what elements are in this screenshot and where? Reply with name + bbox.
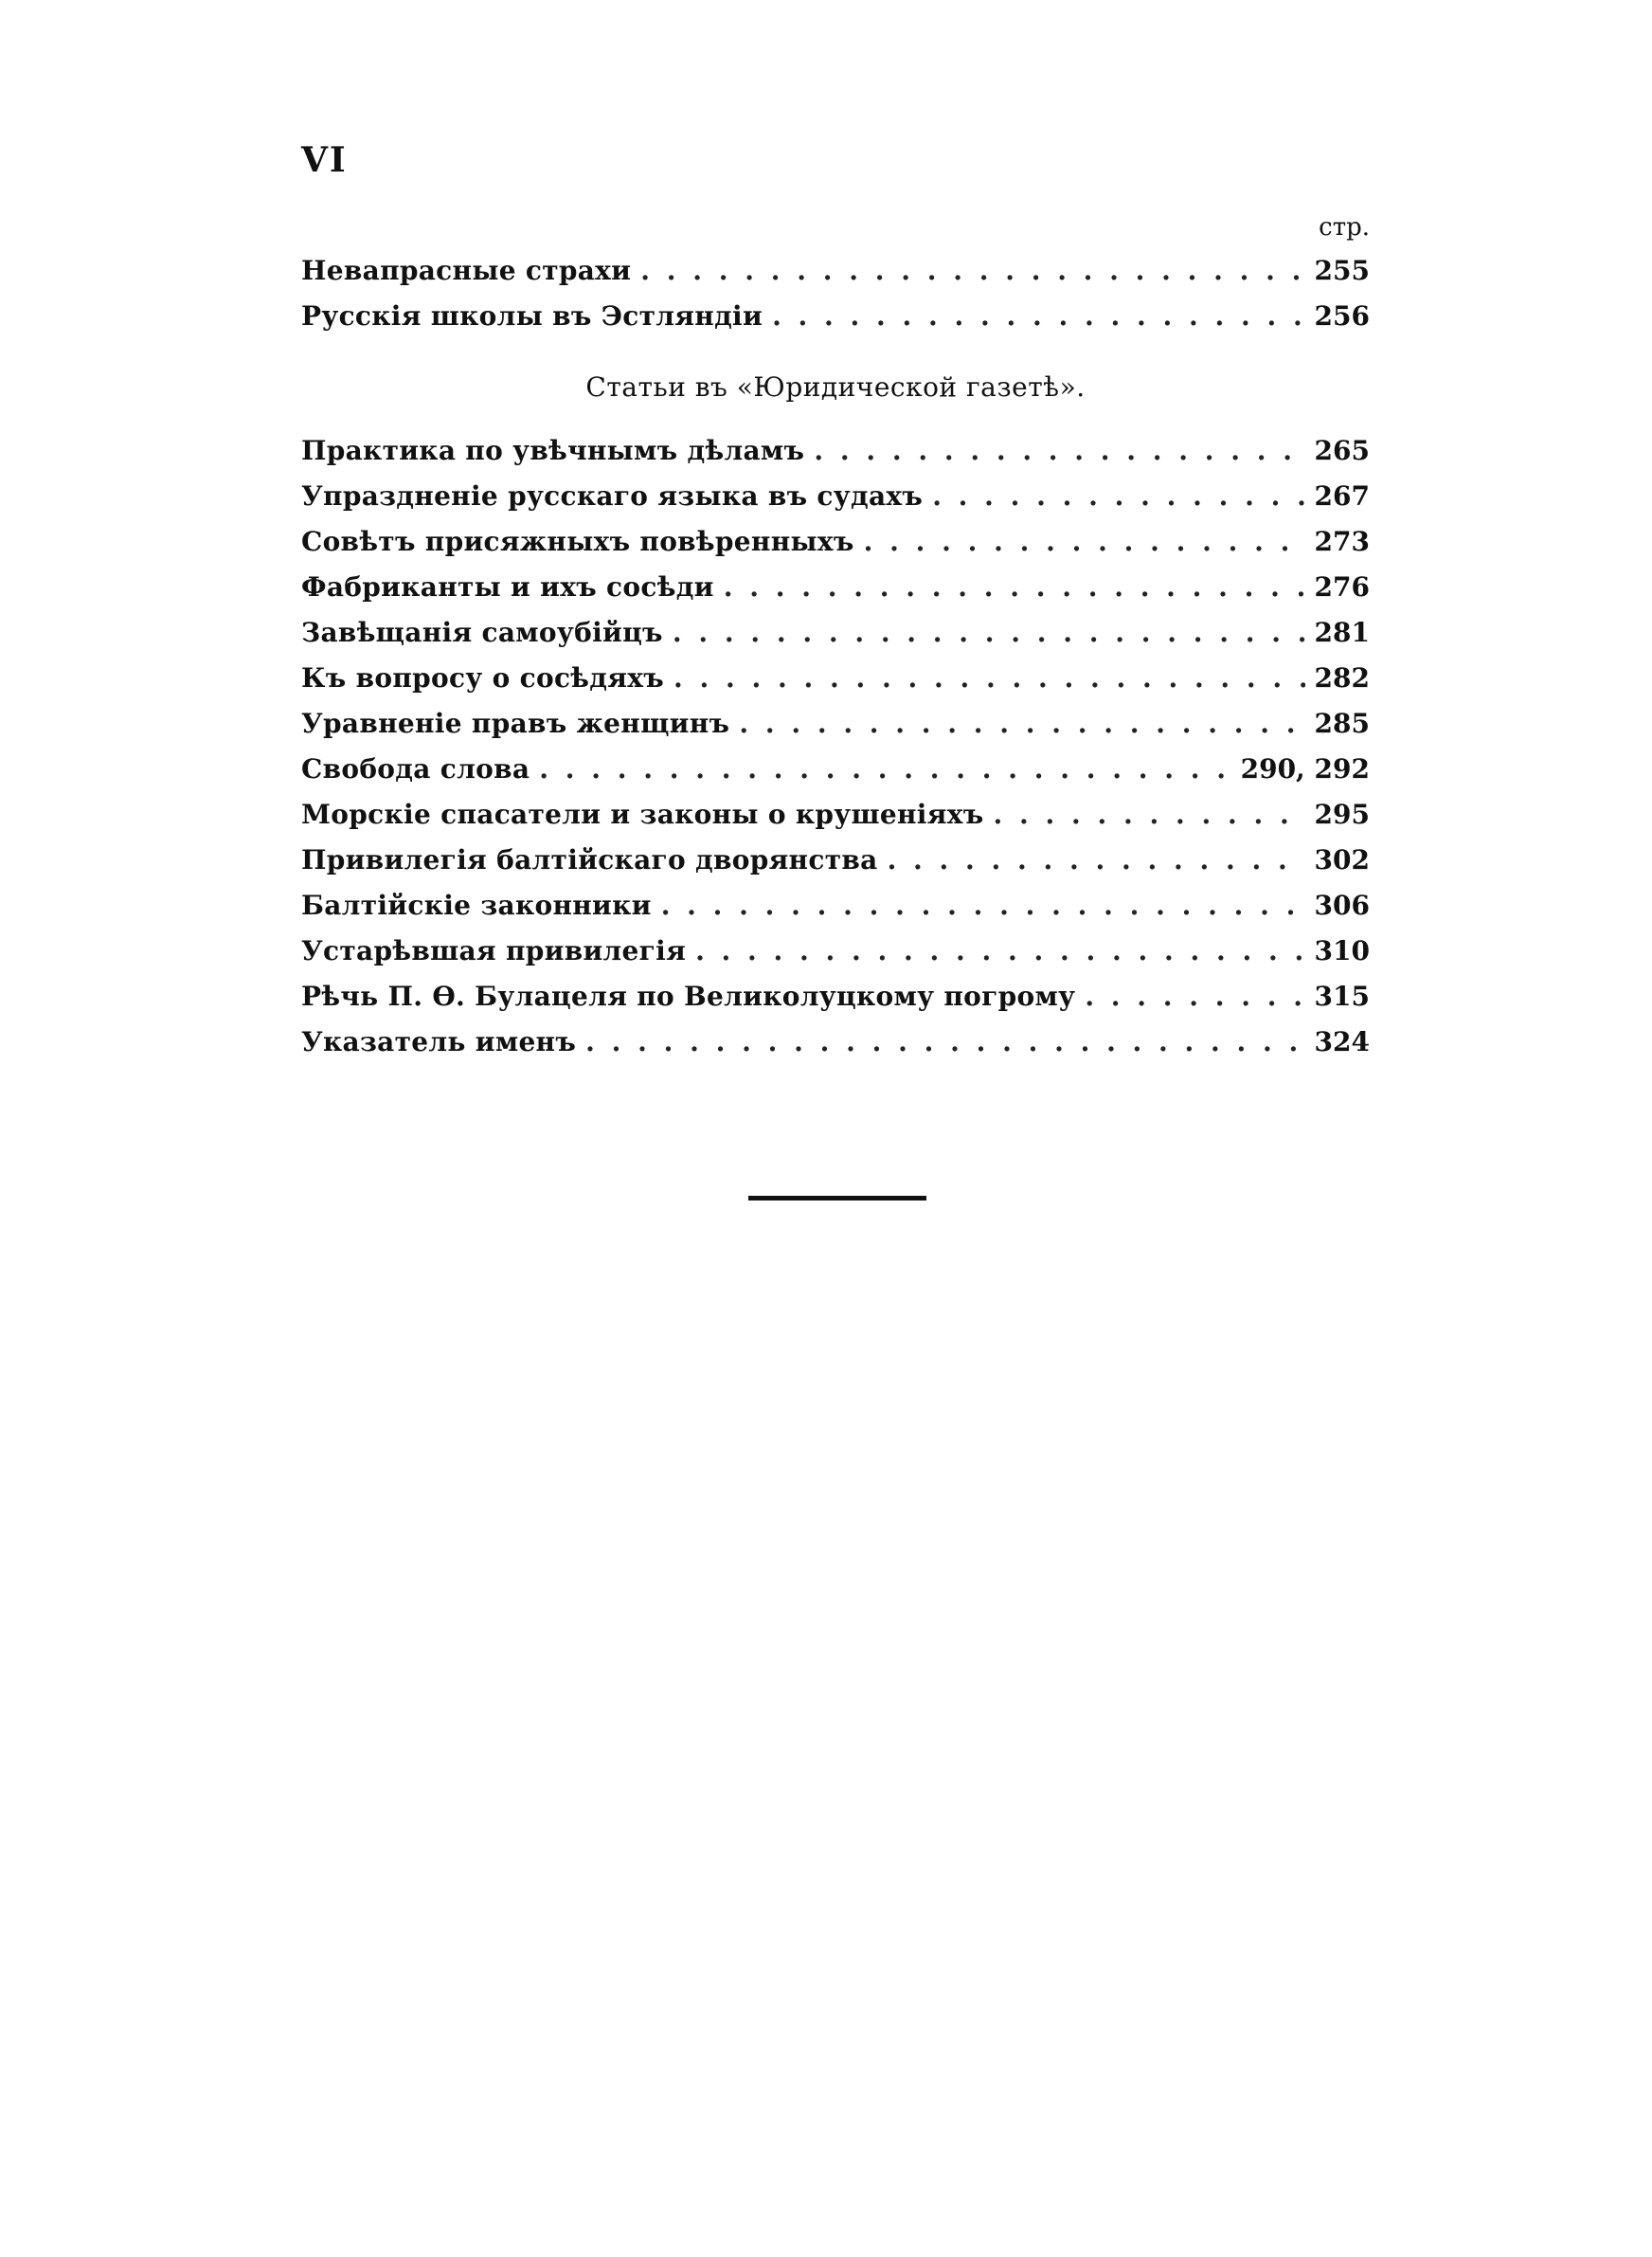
toc-entry-title: Упраздненіе русскаго языка въ судахъ: [301, 480, 924, 512]
dot-leader: [585, 1020, 1304, 1065]
toc-entry: [301, 474, 1370, 519]
toc-entry-title: Свобода слова: [301, 753, 530, 785]
toc-top-list: [301, 248, 1370, 339]
dot-leader: [994, 792, 1305, 838]
toc-entry-title: Къ вопросу о сосѣдяхъ: [301, 662, 665, 694]
dot-leader: [1085, 974, 1304, 1020]
toc-entry-page: 295: [1314, 799, 1370, 830]
dot-leader: [673, 656, 1305, 701]
toc-entry-page: 273: [1314, 526, 1370, 557]
dot-leader: [673, 610, 1305, 656]
toc-entry: [301, 747, 1370, 792]
dot-leader: [864, 519, 1305, 565]
toc-entry: [301, 294, 1370, 339]
toc-entry-title: Завѣщанія самоубійцъ: [301, 617, 663, 648]
dot-leader: [695, 929, 1304, 974]
toc-entry-title: Фабриканты и ихъ сосѣди: [301, 571, 714, 603]
toc-entry-title: Морскіе спасатели и законы о крушеніяхъ: [301, 799, 984, 830]
toc-entry-page: 255: [1314, 255, 1370, 286]
toc-entry: [301, 610, 1370, 656]
dot-leader: [661, 883, 1305, 929]
toc-entry-page: 315: [1314, 981, 1370, 1012]
toc-entry: [301, 883, 1370, 929]
toc-entry: [301, 701, 1370, 747]
toc-entry: [301, 838, 1370, 883]
page-number: VI: [301, 140, 348, 180]
toc-entry-page: 285: [1314, 708, 1370, 739]
toc-entry-title: Невапрасные страхи: [301, 255, 632, 286]
toc-entry-page: 290, 292: [1240, 753, 1370, 785]
toc-entry: [301, 519, 1370, 565]
toc-entry-title: Устарѣвшая привилегія: [301, 935, 687, 966]
dot-leader: [888, 838, 1305, 883]
toc-entry-title: Балтійскіе законники: [301, 890, 652, 921]
toc-entry: [301, 792, 1370, 838]
toc-entry-title: Русскія школы въ Эстляндіи: [301, 300, 763, 332]
toc-entry-page: 310: [1314, 935, 1370, 966]
dot-leader: [932, 474, 1304, 519]
toc-entry-page: 276: [1314, 571, 1370, 603]
toc-entry-page: 306: [1314, 890, 1370, 921]
toc-entry-page: 281: [1314, 617, 1370, 648]
toc-entry-title: Уравненіе правъ женщинъ: [301, 708, 730, 739]
toc-entry-page: 282: [1314, 662, 1370, 694]
dot-leader: [814, 428, 1304, 474]
toc-entry-title: Рѣчь П. Ѳ. Булацеля по Великолуцкому погрому: [301, 981, 1076, 1012]
toc-entry-page: 324: [1314, 1026, 1370, 1057]
dot-leader: [739, 701, 1304, 747]
toc-entry: [301, 428, 1370, 474]
dot-leader: [539, 747, 1230, 792]
toc-entry-title: Привилегія балтійскаго дворянства: [301, 844, 878, 876]
toc-entry-title: Практика по увѣчнымъ дѣламъ: [301, 435, 805, 466]
toc-entry-page: 256: [1314, 300, 1370, 332]
page-column-heading: стр.: [1319, 213, 1370, 242]
toc-entry: [301, 565, 1370, 610]
end-rule: [748, 1196, 926, 1201]
toc-section-list: [301, 428, 1370, 1065]
toc-entry-page: 265: [1314, 435, 1370, 466]
toc-entry: [301, 248, 1370, 294]
toc-entry: [301, 974, 1370, 1020]
dot-leader: [640, 248, 1304, 294]
toc-entry-page: 267: [1314, 480, 1370, 512]
toc-entry-page: 302: [1314, 844, 1370, 876]
toc-entry: [301, 656, 1370, 701]
section-heading: Статьи въ «Юридической газетѣ».: [585, 371, 1086, 403]
dot-leader: [724, 565, 1305, 610]
toc-entry: [301, 929, 1370, 974]
toc-entry-title: Совѣтъ присяжныхъ повѣренныхъ: [301, 526, 854, 557]
toc-entry: [301, 1020, 1370, 1065]
dot-leader: [772, 294, 1304, 339]
toc-entry-title: Указатель именъ: [301, 1026, 577, 1057]
